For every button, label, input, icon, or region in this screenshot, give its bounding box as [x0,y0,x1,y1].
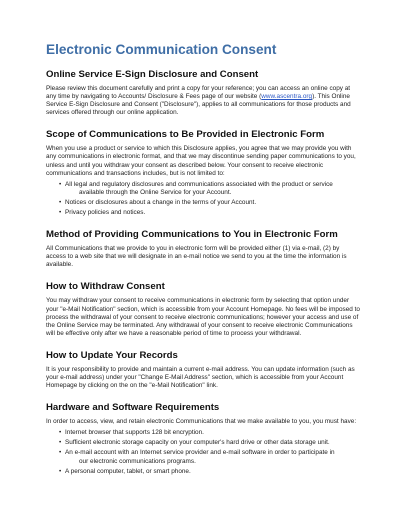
scope-list [46,181,360,217]
hardware-paragraph: In order to access, view, and retain electronic Communications that we make available to you, you must have: [46,418,357,426]
esign-text-b: ). This Online Service E-Sign Disclosure and Consent ("Disclosure"), applies to all communications for those products and services offered through our online application. [46,93,351,117]
withdraw-paragraph: You may withdraw your consent to receive communications in electronic form by selecting that option under your "e-Mail Notification" section, which is accessible from your Account Homepage. No fees will be imposed to process the withdrawal of your consent to receive electronic communications; however your access and use of the Online Service may be terminated. Any withdrawal of your consent to receive electronic Communications will be effective only after we have a reasonable period of time to process your withdrawal. [46,297,360,337]
section-heading-esign: Online Service E-Sign Disclosure and Consent [46,69,259,80]
list-item [59,449,360,465]
website-link[interactable]: www.ascentra.org [261,93,313,101]
section-heading-withdraw: How to Withdraw Consent [46,281,165,293]
update-paragraph: It is your responsibility to provide and maintain a current e-mail address. You can update information (such as your e-mail address) under your "Change E-Mail Address" section, which is accessible from your Account Homepage by clicking on the on the "e-Mail Notification" link. [46,365,355,390]
hardware-list [46,429,360,475]
esign-paragraph [46,85,360,117]
list-item: • Notices or disclosures about a change in the terms of your Account. [59,199,360,207]
section-heading-method: Method of Providing Communications to You in Electronic Form [46,229,338,241]
list-item: • Sufficient electronic storage capacity on your computer's hard drive or other data storage unit. [59,439,360,447]
scope-item-1a: All legal and regulatory disclosures and communications associated with the product or service [65,180,333,188]
hardware-item-3b: our electronic communications programs. [79,457,196,465]
section-heading-update: How to Update Your Records [46,349,178,361]
section-heading-hardware: Hardware and Software Requirements [46,402,220,414]
list-item: • Privacy policies and notices. [59,209,360,217]
scope-paragraph: When you use a product or service to which this Disclosure applies, you agree that we may provide you with any communications in electronic format, and that we may discontinue sending paper communications to you, unless and until you withdraw your consent as described below. Your consent to receive electronic communications and transactions includes, but is not limited to: [46,145,356,177]
list-item: • Internet browser that supports 128 bit encryption. [59,429,360,437]
scope-item-1b: available through the Online Service for your Account. [79,188,232,196]
method-paragraph: All Communications that we provide to you in electronic form will be provided either (1) via e-mail, (2) by access to a web site that we will designate in an e-mail notice we send to you at the time the information is available. [46,245,347,269]
document-title: Electronic Communication Consent [46,42,277,57]
esign-text-a: Please review this document carefully and print a copy for your reference; you can access an online copy at any time by navigating to Accounts/ Disclosure & Fees page of our website ( [46,85,351,101]
list-item: • A personal computer, tablet, or smart phone. [59,468,360,476]
hardware-item-3a: An e-mail account with an Internet service provider and e-mail software in order to participate in [65,449,335,457]
list-item [59,181,360,197]
section-heading-scope: Scope of Communications to Be Provided in Electronic Form [46,129,325,141]
